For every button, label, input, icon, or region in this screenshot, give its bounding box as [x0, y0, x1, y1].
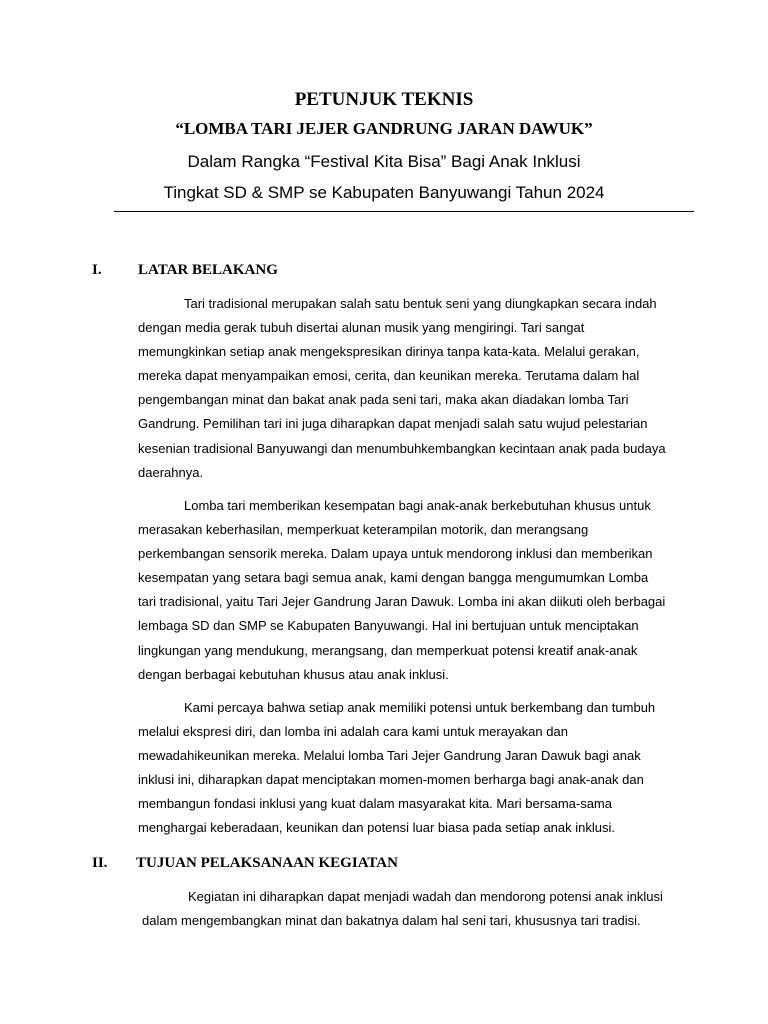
- paragraph-text: Tari tradisional merupakan salah satu bentuk seni yang diungkapkan secara indah dengan media gerak tubuh disertai alunan musik yang mengiringi. Tari sangat memungkinkan setiap anak mengekspresikan dirinya tanpa kata-kata. Melalui gerakan, mereka dapat menyampaikan emosi, cerita, dan keunikan mereka. Terutama dalam hal pengembangan minat dan bakat anak pada seni tari, maka akan diadakan lomba Tari Gandrung. Pemilihan tari ini juga diharapkan dapat menjadi salah satu wujud pelestarian kesenian tradisional Banyuwangi dan menumbuhkembangkan kecintaan anak pada budaya daerahnya.: [138, 296, 666, 480]
- paragraph: [142, 885, 668, 933]
- event-context-line: Dalam Rangka “Festival Kita Bisa” Bagi Anak Inklusi: [187, 152, 581, 171]
- section-title: TUJUAN PELAKSANAAN KEGIATAN: [136, 855, 398, 871]
- document-subtitle: “LOMBA TARI JEJER GANDRUNG JARAN DAWUK”: [175, 119, 593, 138]
- paragraph: [138, 292, 668, 485]
- document-title: PETUNJUK TEKNIS: [294, 89, 474, 110]
- section-title: LATAR BELAKANG: [138, 262, 278, 278]
- event-level-line: Tingkat SD & SMP se Kabupaten Banyuwangi Tahun 2024: [163, 183, 605, 202]
- header-divider: [114, 211, 694, 212]
- paragraph-text: Lomba tari memberikan kesempatan bagi anak-anak berkebutuhan khusus untuk merasakan keberhasilan, memperkuat keterampilan motorik, dan merangsang perkembangan sensorik mereka. Dalam upaya untuk mendorong inklusi dan memberikan kesempatan yang setara bagi semua anak, kami dengan bangga mengumumkan Lomba tari tradisional, yaitu Tari Jejer Gandrung Jaran Dawuk. Lomba ini akan diikuti oleh berbagai lembaga SD dan SMP se Kabupaten Banyuwangi. Hal ini bertujuan untuk menciptakan lingkungan yang mendukung, merangsang, dan memperkuat potensi kreatif anak-anak dengan berbagai kebutuhan khusus atau anak inklusi.: [138, 498, 666, 682]
- paragraph: [138, 696, 668, 841]
- paragraph: [138, 494, 668, 687]
- paragraph-text: Kegiatan ini diharapkan dapat menjadi wadah dan mendorong potensi anak inklusi dalam mengembangkan minat dan bakatnya dalam hal seni tari, khususnya tari tradisi.: [142, 889, 663, 929]
- section-number: II.: [92, 855, 108, 871]
- section-number: I.: [92, 262, 102, 278]
- paragraph-text: Kami percaya bahwa setiap anak memiliki potensi untuk berkembang dan tumbuh melalui ekspresi diri, dan lomba ini adalah cara kami untuk merayakan dan mewadahikeunikan mereka. Melalui lomba Tari Jejer Gandrung Jaran Dawuk bagi anak inklusi ini, diharapkan dapat menciptakan momen-momen berharga bagi anak-anak dan membangun fondasi inklusi yang kuat dalam masyarakat kita. Mari bersama-sama menghargai keberadaan, keunikan dan potensi luar biasa pada setiap anak inklusi.: [138, 700, 656, 836]
